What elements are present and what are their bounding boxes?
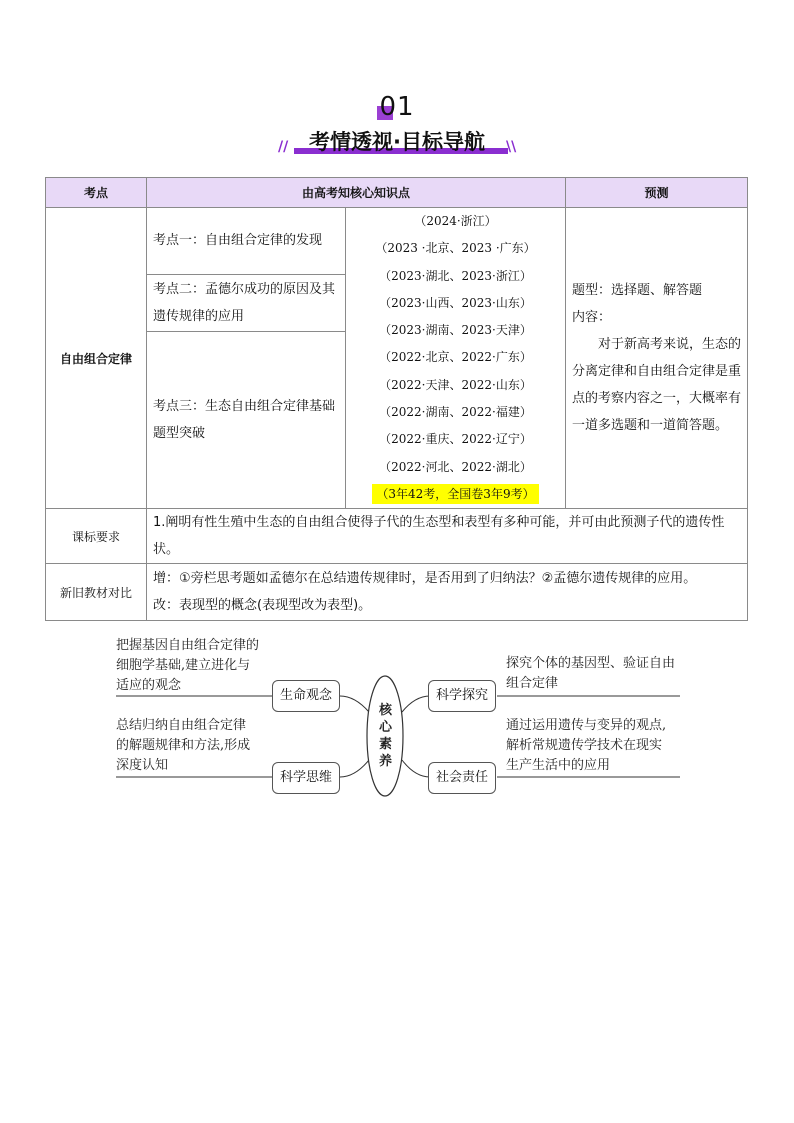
- compare-label: 新旧教材对比: [46, 564, 147, 621]
- prediction-content-label: 内容：: [572, 310, 612, 326]
- point-1: 考点一：自由组合定律的发现: [147, 208, 346, 275]
- year-line: （2023·湖南、2023·天津）: [379, 323, 532, 338]
- year-line: （2023·山西、2023·山东）: [379, 295, 532, 310]
- text-line: 解析常规遗传学技术在现实: [506, 738, 663, 753]
- prediction-content: 对于新高考来说，生态的分离定律和自由组合定律是重点的考察内容之一，大概率有一道多选题和一道简答题。: [572, 337, 742, 434]
- inquiry-text: [506, 654, 675, 694]
- year-line: （2023·湖北、2023·浙江）: [379, 268, 532, 283]
- text-line: 适应的观念: [116, 678, 182, 693]
- text-line: 通过运用遗传与变异的观点,: [506, 718, 667, 733]
- header-prediction: 预测: [566, 178, 748, 208]
- inquiry-box: 科学探究: [428, 680, 496, 712]
- text-line: 细胞学基础,建立进化与: [116, 658, 251, 673]
- text-line: 组合定律: [506, 676, 559, 691]
- compare-add: 增：①旁栏思考题如孟德尔在总结遗传规律时，是否用到了归纳法？②孟德尔遗传规律的应用。: [153, 571, 697, 587]
- text-line: 把握基因自由组合定律的: [116, 638, 260, 653]
- life-text: [116, 636, 259, 696]
- prediction-type: 题型：选择题、解答题: [572, 283, 703, 299]
- section-number: 01: [379, 92, 415, 122]
- text-line: 深度认知: [116, 758, 169, 773]
- center-text: 核心素养: [379, 703, 393, 769]
- topic-cell: 自由组合定律: [46, 208, 147, 509]
- year-line: （2023 ·北京、2023 ·广东）: [375, 241, 536, 256]
- title-deco-left: //: [278, 139, 289, 155]
- text-line: 总结归纳自由组合定律: [116, 718, 247, 733]
- year-line: （2022·湖南、2022·福建）: [379, 405, 532, 420]
- curriculum-label: 课标要求: [46, 509, 147, 564]
- point-3: 考点三：生态自由组合定律基础题型突破: [147, 331, 346, 508]
- text-line: 生产生活中的应用: [506, 758, 611, 773]
- header-knowledge: 由高考知核心知识点: [147, 178, 566, 208]
- year-line: （2022·重庆、2022·辽宁）: [379, 432, 532, 447]
- year-line: （2022·天津、2022·山东）: [379, 377, 532, 392]
- life-concept-box: 生命观念: [272, 680, 340, 712]
- point-2: 考点二：孟德尔成功的原因及其遗传规律的应用: [147, 274, 346, 331]
- text-line: 探究个体的基因型、验证自由: [506, 656, 676, 671]
- social-text: [506, 716, 666, 776]
- text-line: 的解题规律和方法,形成: [116, 738, 251, 753]
- title-deco-right: \\: [506, 139, 517, 155]
- sci-think-box: 科学思维: [272, 762, 340, 794]
- social-box: 社会责任: [428, 762, 496, 794]
- years-summary: （3年42考，全国卷3年9考）: [372, 484, 538, 504]
- year-line: （2022·北京、2022·广东）: [379, 350, 532, 365]
- curriculum-text: 1.阐明有性生殖中生态的自由组合使得子代的生态型和表型有多种可能，并可由此预测子代的遗传性状。: [147, 509, 748, 564]
- year-line: （2022·河北、2022·湖北）: [379, 459, 532, 474]
- year-line: （2024·浙江）: [414, 214, 497, 228]
- header-topic: 考点: [46, 178, 147, 208]
- sci-think-text: [116, 716, 250, 776]
- compare-change: 改：表现型的概念(表现型改为表型)。: [153, 598, 372, 614]
- section-title: 考情透视·目标导航: [309, 130, 485, 154]
